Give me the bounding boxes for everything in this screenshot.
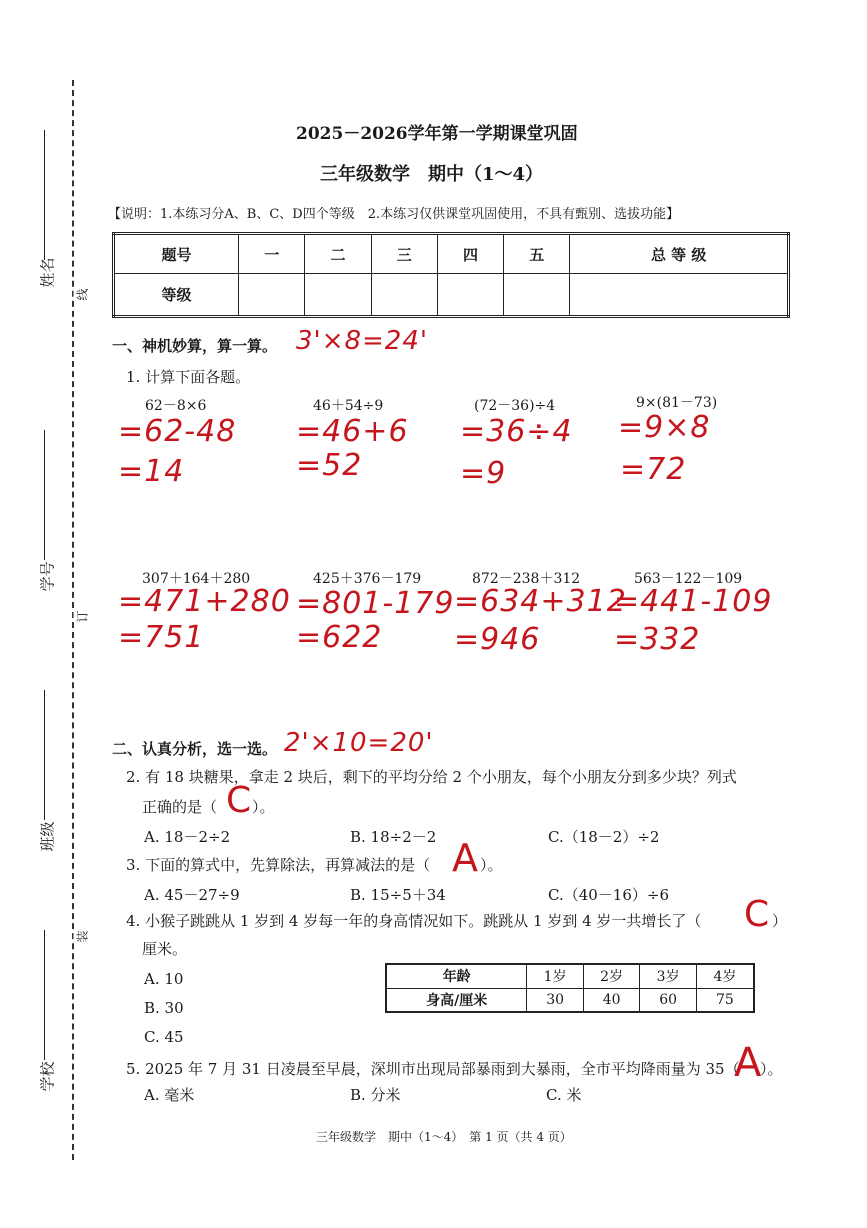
calc-answer: =946	[454, 622, 541, 657]
section1-title: 一、神机妙算，算一算。	[112, 337, 278, 355]
grade-cell[interactable]	[437, 274, 503, 317]
q4-option-a: A. 10	[144, 970, 184, 988]
student-no-write-line	[44, 430, 45, 560]
q2-option-a: A. 18－2÷2	[144, 828, 231, 846]
calc-expr: 872－238＋312	[472, 571, 581, 587]
height-table-cell: 75	[696, 988, 754, 1012]
calc-answer: =46+6	[296, 414, 409, 449]
calc-answer: =441-109	[614, 584, 773, 619]
calc-answer: =622	[296, 620, 383, 655]
grade-table	[112, 232, 790, 318]
grade-header-cell: 五	[504, 234, 570, 274]
q5-option-a: A. 毫米	[144, 1086, 195, 1104]
grade-header-cell: 三	[371, 234, 437, 274]
exam-subtitle: 三年级数学 期中（1～4）	[320, 164, 544, 185]
name-write-line	[44, 130, 45, 260]
class-label: 班级	[38, 821, 57, 852]
q5-option-b: B. 分米	[350, 1086, 401, 1104]
q2-option-b: B. 18÷2－2	[350, 828, 437, 846]
calc-answer: =62-48	[118, 414, 237, 449]
q3-answer: A	[452, 836, 479, 880]
name-label: 姓名	[38, 257, 57, 288]
height-table-cell: 2岁	[583, 964, 640, 988]
student-no-label: 学号	[38, 561, 57, 592]
q3-option-b: B. 15÷5＋34	[350, 886, 446, 904]
grade-cell[interactable]	[305, 274, 371, 317]
height-table	[385, 963, 755, 1013]
height-table-cell: 4岁	[696, 964, 754, 988]
ding-mark: 订	[75, 610, 90, 623]
calc-expr: 307＋164＋280	[142, 571, 251, 587]
calc-answer: =9	[460, 456, 507, 491]
calc-answer: =14	[118, 454, 185, 489]
calc-answer: =52	[296, 448, 363, 483]
q4-option-b: B. 30	[144, 999, 184, 1017]
grade-header-cell: 总 等 级	[570, 234, 789, 274]
calc-expr: 62－8×6	[145, 398, 207, 414]
height-table-cell: 30	[527, 988, 584, 1012]
class-write-line	[44, 690, 45, 820]
grade-header-cell: 一	[239, 234, 305, 274]
q4-option-c: C. 45	[144, 1028, 184, 1046]
q5-option-c: C. 米	[546, 1086, 582, 1104]
q3-text-end: ）。	[480, 856, 503, 874]
calc-answer: =471+280	[118, 584, 291, 619]
calc-answer: =9×8	[618, 410, 711, 445]
section2-title: 二、认真分析，选一选。	[112, 740, 278, 758]
section2-score: 2'×10=20'	[284, 728, 434, 758]
calc-expr: (72－36)÷4	[474, 398, 556, 414]
calc-expr: 425＋376－179	[313, 571, 422, 587]
q4-text-2: 厘米。	[142, 940, 188, 958]
height-table-cell: 1岁	[527, 964, 584, 988]
grade-header-cell: 二	[305, 234, 371, 274]
grade-cell[interactable]	[371, 274, 437, 317]
q3-option-c: C.（40－16）÷6	[548, 886, 669, 904]
calc-answer: =634+312	[454, 584, 627, 619]
q5-text-end: ）。	[760, 1060, 783, 1078]
height-table-cell: 60	[640, 988, 697, 1012]
q1-title: 1. 计算下面各题。	[126, 368, 251, 386]
q5-text: 5. 2025 年 7 月 31 日凌晨至早晨，深圳市出现局部暴雨到大暴雨，全市平均降雨量为 35（	[126, 1060, 740, 1078]
line-mark: 线	[75, 288, 90, 301]
height-table-cell: 年龄	[386, 964, 527, 988]
q4-text-end: ）	[772, 912, 788, 930]
calc-expr: 9×(81－73)	[636, 395, 718, 411]
calc-answer: =36÷4	[460, 414, 573, 449]
q4-text: 4. 小猴子跳跳从 1 岁到 4 岁每一年的身高情况如下。跳跳从 1 岁到 4 岁一共增长了（	[126, 912, 702, 930]
calc-answer: =751	[118, 620, 205, 655]
q3-text: 3. 下面的算式中，先算除法，再算减法的是（	[126, 856, 431, 874]
calc-expr: 563－122－109	[634, 571, 743, 587]
q2-option-c: C.（18－2）÷2	[548, 828, 660, 846]
grade-header-cell: 题号	[114, 234, 239, 274]
q2-answer: C	[226, 780, 253, 821]
section1-score: 3'×8=24'	[296, 326, 429, 356]
calc-answer: =801-179	[296, 586, 455, 621]
q2-text: 2. 有 18 块糖果，拿走 2 块后，剩下的平均分给 2 个小朋友，每个小朋友分到多少块？列式	[126, 768, 737, 786]
grade-header-cell: 四	[437, 234, 503, 274]
page-footer: 三年级数学 期中（1～4） 第 1 页（共 4 页）	[316, 1130, 572, 1144]
zhuang-mark: 装	[75, 930, 90, 943]
exam-note: 【说明：1.本练习分A、B、C、D四个等级 2.本练习仅供课堂巩固使用，不具有甄别、选拔功能】	[108, 207, 680, 222]
exam-title: 2025－2026学年第一学期课堂巩固	[296, 124, 578, 144]
q4-answer: C	[744, 894, 771, 935]
height-table-cell: 3岁	[640, 964, 697, 988]
q3-option-a: A. 45－27÷9	[144, 886, 240, 904]
grade-row-label: 等级	[114, 274, 239, 317]
q5-answer: A	[734, 1040, 763, 1086]
q2-text-end: ）。	[252, 798, 275, 816]
school-write-line	[44, 930, 45, 1060]
school-label: 学校	[38, 1061, 57, 1092]
q2-text-2: 正确的是（	[142, 798, 218, 816]
calc-expr: 46＋54÷9	[313, 398, 384, 414]
calc-answer: =332	[614, 622, 701, 657]
height-table-cell: 40	[583, 988, 640, 1012]
grade-cell[interactable]	[239, 274, 305, 317]
grade-cell[interactable]	[504, 274, 570, 317]
grade-cell[interactable]	[570, 274, 789, 317]
height-table-cell: 身高/厘米	[386, 988, 527, 1012]
calc-answer: =72	[620, 452, 687, 487]
